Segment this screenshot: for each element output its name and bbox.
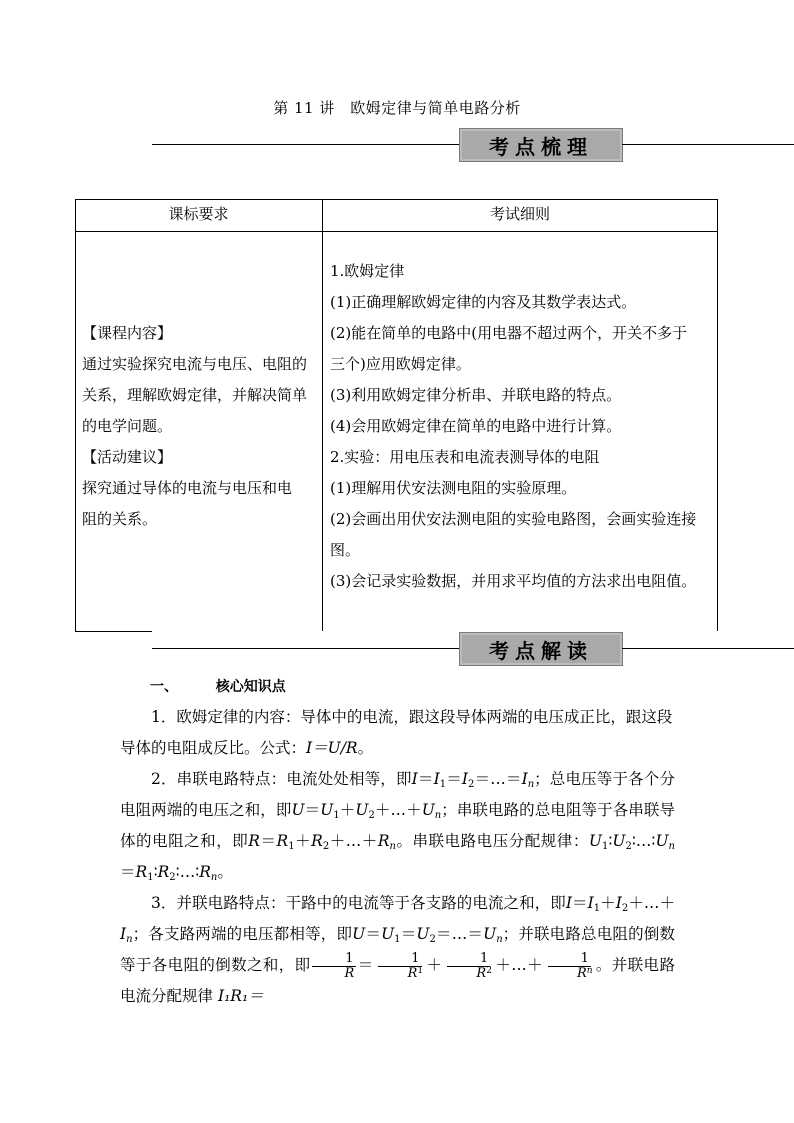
paragraph-text: ；各支路两端的电压都相等，即	[132, 925, 353, 943]
table-right-cell	[330, 256, 716, 597]
right-line: 三个)应用欧姆定律。	[330, 355, 471, 373]
paragraph-text: 。	[357, 739, 374, 757]
section-number: 一、	[150, 679, 178, 695]
left-line: 【活动建议】	[82, 448, 173, 466]
table-header-divider	[75, 231, 718, 232]
left-line: 探究通过导体的电流与电压和电	[82, 479, 293, 497]
right-line: (2)会画出用伏安法测电阻的实验电路图，会画实验连接	[330, 510, 697, 528]
right-line: (3)利用欧姆定律分析串、并联电路的特点。	[330, 386, 622, 404]
ohms-law-formula: I＝U/R	[306, 739, 358, 757]
series-resistance-formula: $R=R_1+R_2+\dots+R_n$	[248, 832, 396, 852]
right-line: (2)能在简单的电路中(用电器不超过两个，开关不多于	[330, 324, 688, 342]
series-voltage-ratio-formula: $U_1∶U_2∶\dots∶U_n=R_1∶R_2∶\dots∶R_n$。	[120, 832, 675, 883]
banner-rule-left-2	[152, 648, 460, 649]
right-line: (4)会用欧姆定律在简单的电路中进行计算。	[330, 417, 622, 435]
right-line: 图。	[330, 541, 361, 559]
left-line: 阻的关系。	[82, 510, 158, 528]
paragraph-text: ；并联电路总电阻的倒数等于各电阻的倒数之和，即	[120, 925, 675, 974]
right-line: 2.实验：用电压表和电流表测导体的电阻	[330, 448, 600, 466]
table-bottom-line	[75, 631, 152, 632]
table-col-divider	[322, 199, 323, 631]
table-header-details: 考试细则	[489, 205, 550, 223]
paragraph-text: ；总电压等于各个分电阻两端的电压之和，即	[120, 770, 675, 819]
section-heading-text: 核心知识点	[215, 679, 286, 695]
section-banner-review: 考点梳理	[459, 128, 623, 162]
banner-rule-right-2	[622, 648, 794, 649]
right-line: (1)理解用伏安法测电阻的实验原理。	[330, 479, 577, 497]
page-title: 第 11 讲 欧姆定律与简单电路分析	[273, 99, 521, 117]
table-left-cell	[82, 318, 320, 535]
left-line: 的电学问题。	[82, 417, 173, 435]
paragraph-text: 3．并联电路特点：干路中的电流等于各支路的电流之和，即	[151, 894, 566, 912]
parallel-current-formula: $I=I_1+I_2+\dots+I_n$	[120, 894, 675, 945]
series-current-formula: $I=I_1=I_2=\dots=I_n$	[411, 770, 535, 790]
section-heading	[150, 676, 286, 696]
paragraph-series-circuit	[120, 764, 675, 888]
paragraph-text: 。并联电路电流分配规律	[120, 956, 675, 1005]
parallel-resistance-formula: $\frac{1}{R}$ ＝ $\frac{1}{R^1}$ ＋ $\frac{1}{R^2}$ ＋…＋ $\frac{1}{R^n}$	[311, 956, 596, 974]
paragraph-text: 2．串联电路特点：电流处处相等，即	[151, 770, 412, 788]
left-line: 通过实验探究电流与电压、电阻的	[82, 355, 308, 373]
right-line: 1.欧姆定律	[330, 262, 405, 280]
left-line: 关系，理解欧姆定律，并解决简单	[82, 386, 308, 404]
paragraph-parallel-circuit	[120, 888, 675, 1012]
parallel-voltage-formula: $U=U_1=U_2=\dots=U_n$	[352, 925, 503, 945]
parallel-current-ratio-formula: I₁R₁＝	[217, 987, 264, 1005]
left-line: 【课程内容】	[82, 324, 173, 342]
paragraph-text: 。串联电路电压分配规律：	[395, 832, 589, 850]
banner-rule-right-1	[622, 144, 794, 145]
section-banner-interpretation: 考点解读	[459, 632, 623, 666]
table-header-standard: 课标要求	[168, 205, 229, 223]
paragraph-text: 1．欧姆定律的内容：导体中的电流，跟这段导体两端的电压成正比，跟这段导体的电阻成反比。公式：	[120, 708, 673, 757]
right-line: (3)会记录实验数据，并用求平均值的方法求出电阻值。	[330, 572, 697, 590]
right-line: (1)正确理解欧姆定律的内容及其数学表达式。	[330, 293, 637, 311]
series-voltage-formula: $U=U_1+U_2+\dots+U_n$	[291, 801, 442, 821]
banner-rule-left-1	[152, 144, 460, 145]
paragraph-text: ；串联电路的总电阻等于各串联导体的电阻之和，即	[120, 801, 675, 850]
paragraph-ohms-law	[120, 702, 675, 764]
